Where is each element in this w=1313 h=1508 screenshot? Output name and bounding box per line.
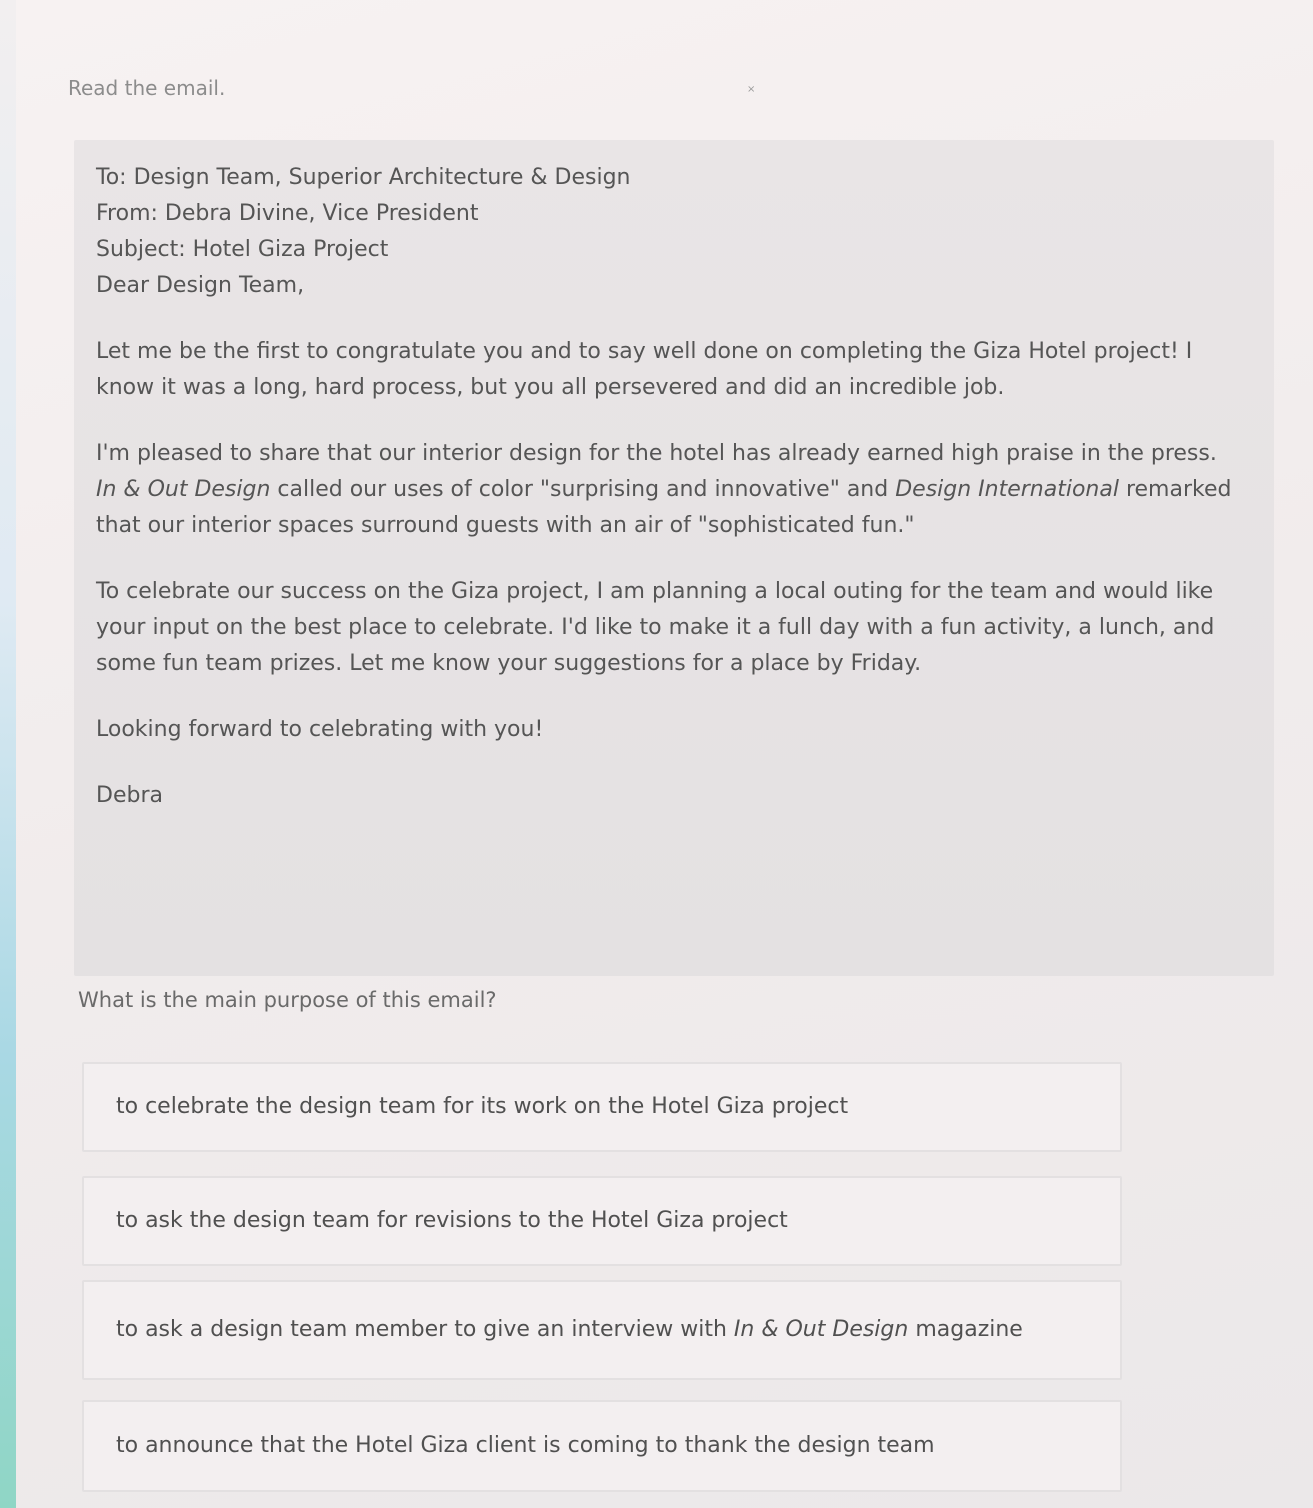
p2-text-c: remarked that our interior spaces surround guests with an air of "sophisticated fun."	[96, 477, 1232, 538]
close-icon[interactable]: ×	[747, 84, 756, 95]
answer-option-2-text: to ask the design team for revisions to the Hotel Giza project	[116, 1208, 788, 1233]
answer-option-3-publication: In & Out Design	[733, 1317, 909, 1342]
publication-in-out-design: In & Out Design	[96, 477, 271, 502]
p2-text-b: called our uses of color "surprising and innovative" and	[270, 477, 896, 502]
answer-option-1[interactable]	[82, 1062, 1122, 1152]
email-subject-line: Subject: Hotel Giza Project	[96, 237, 389, 262]
email-closing: Looking forward to celebrating with you!	[96, 717, 544, 742]
p2-text-a: I'm pleased to share that our interior design for the hotel has already earned high praise in the press.	[96, 441, 1217, 466]
answer-option-1-text: to celebrate the design team for its work on the Hotel Giza project	[116, 1094, 849, 1119]
publication-design-international: Design International	[895, 477, 1119, 502]
email-paragraph-3: To celebrate our success on the Giza project, I am planning a local outing for the team and would like your input on the best place to celebrate. I'd like to make it a full day with a fun activity, a lunch, and some fun team prizes. Let me know your suggestions for a place by Friday.	[96, 579, 1215, 676]
answer-option-3-text	[116, 1315, 1023, 1345]
answer-option-4[interactable]	[82, 1400, 1122, 1492]
question-prompt: What is the main purpose of this email?	[78, 988, 497, 1012]
email-paragraph-2	[96, 436, 1236, 544]
screen-edge	[0, 0, 16, 1508]
answer-option-3-text-b: magazine	[908, 1317, 1023, 1342]
email-from-line: From: Debra Divine, Vice President	[96, 201, 479, 226]
instruction-text: Read the email.	[68, 76, 226, 100]
email-signature: Debra	[96, 783, 163, 808]
answer-option-2[interactable]	[82, 1176, 1122, 1266]
answer-option-3-text-a: to ask a design team member to give an interview with	[116, 1317, 734, 1342]
email-greeting: Dear Design Team,	[96, 273, 305, 298]
email-paragraph-1: Let me be the first to congratulate you and to say well done on completing the Giza Hotel project! I know it was a long, hard process, but you all persevered and did an incredible job.	[96, 339, 1193, 400]
answer-option-4-text: to announce that the Hotel Giza client is coming to thank the design team	[116, 1433, 935, 1458]
answer-option-3[interactable]	[82, 1280, 1122, 1380]
quiz-page	[16, 0, 1313, 1508]
email-passage	[74, 140, 1274, 976]
email-to-line: To: Design Team, Superior Architecture & Design	[96, 165, 631, 190]
